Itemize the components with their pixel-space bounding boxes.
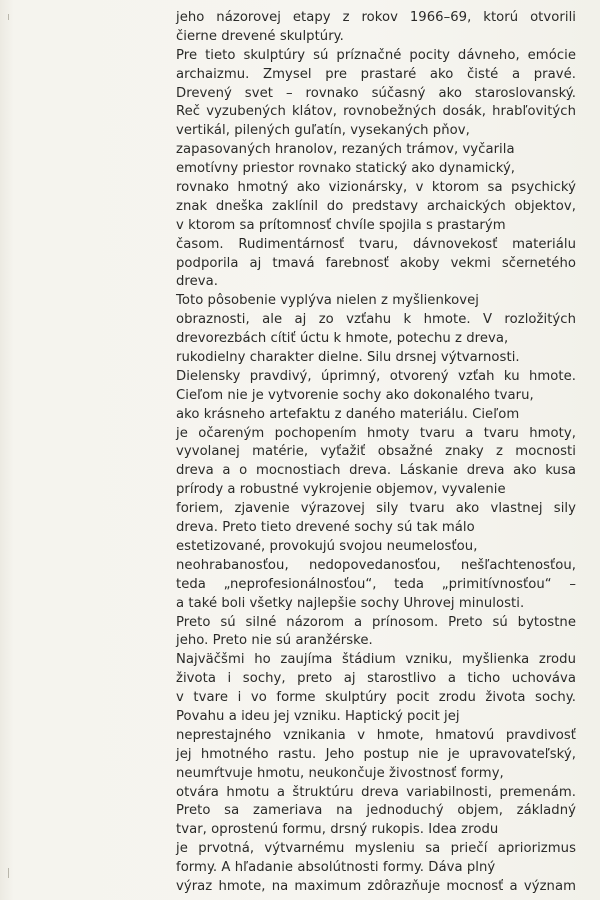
text-line: archaizmu. Zmysel pre prastaré ako čisté a pravé.: [176, 66, 576, 82]
text-line: života i sochy, preto aj starostlivo a ticho uchováva: [176, 671, 576, 687]
text-line: neumŕtvuje hmotu, neukončuje živostnosť formy,: [176, 765, 504, 781]
text-line: emotívny priestor rovnako statický ako dynamický,: [176, 161, 516, 177]
text-line: jeho názorovej etapy z rokov 1966–69, ktorú otvorili: [176, 10, 576, 25]
text-line: Najväčšmi ho zaujíma štádium vzniku, myšlienka zrodu: [176, 652, 576, 668]
text-line: jej hmotného rastu. Jeho postup nie je upravovateľský,: [176, 746, 576, 762]
text-line: rukodielny charakter dielne. Silu drsnej výtvarnosti.: [176, 350, 520, 366]
text-line: Povahu a ideu jej vzniku. Haptický pocit jej: [176, 708, 460, 724]
text-line: jeho. Preto nie sú aranžérske.: [176, 633, 373, 649]
text-line: zapasovaných hranolov, rezaných trámov, vyčarila: [176, 142, 515, 158]
text-line: Drevený svet – rovnako súčasný ako staroslovanský.: [176, 85, 576, 101]
body-text: [176, 9, 576, 897]
text-line: Pre tieto skulptúry sú príznačné pocity dávneho, emócie: [176, 47, 576, 63]
text-line: teda „neprofesionálnosťou“, teda „primitívnosťou“ –: [176, 576, 576, 592]
text-line: formy. A hľadanie absolútnosti formy. Dáva plný: [176, 860, 496, 876]
text-line: je prvotná, výtvarnému mysleniu sa priečí apriorizmus: [176, 841, 576, 857]
text-line: výraz hmote, na maximum zdôrazňuje mocnosť a význam: [176, 878, 576, 894]
text-line: neprestajného vznikania v hmote, hmatovú pravdivosť: [176, 727, 576, 743]
text-line: v tvare i vo forme skulptúry pocit zrodu života sochy.: [176, 690, 576, 706]
page-edge-mark-bottom: [8, 868, 9, 878]
text-line: Preto sa zameriava na jednoduchý objem, základný: [176, 803, 576, 819]
text-line: neohrabanosťou, nedopovedanosťou, nešľachtenosťou,: [176, 557, 576, 573]
text-line: znak dneška zaklínil do predstavy archaických objektov,: [176, 198, 576, 214]
text-line: Cieľom nie je vytvorenie sochy ako dokonalého tvaru,: [176, 387, 534, 403]
text-line: čierne drevené skulptúry.: [176, 28, 344, 44]
text-line: Toto pôsobenie vyplýva nielen z myšlienkovej: [176, 293, 479, 309]
text-line: a také boli všetky najlepšie sochy Uhrovej minulosti.: [176, 595, 525, 611]
text-line: časom. Rudimentárnosť tvaru, dávnovekosť materiálu: [176, 236, 576, 252]
text-line: Preto sú silné názorom a prínosom. Preto sú bytostne: [176, 614, 576, 630]
text-line: otvára hmotu a štruktúru dreva variabilnosti, premenám.: [176, 784, 576, 800]
text-line: tvar, oprostenú formu, drsný rukopis. Idea zrodu: [176, 822, 499, 838]
text-line: rovnako hmotný ako vizionársky, v ktorom sa psychický: [176, 180, 576, 196]
text-line: v ktorom sa prítomnosť chvíle spojila s prastarým: [176, 217, 506, 233]
text-line: ako krásneho artefaktu z daného materiálu. Cieľom: [176, 406, 520, 422]
text-line: foriem, zjavenie výrazovej sily tvaru ako vlastnej sily: [176, 501, 576, 517]
text-line: vertikál, pilených guľatín, vysekaných pňov,: [176, 123, 470, 139]
text-line: Reč vyzubených klátov, rovnobežných dosák, hrabľovitých: [176, 104, 576, 120]
text-line: vyvolanej matérie, vyťažiť obsažné znaky z mocnosti: [176, 444, 576, 460]
text-line: Dielensky pravdivý, úprimný, otvorený vzťah ku hmote.: [176, 368, 576, 384]
text-line: dreva.: [176, 274, 218, 290]
page-edge-mark-top: [8, 14, 9, 20]
text-line: podporila aj tmavá farebnosť akoby vekmi sčernetého: [176, 255, 576, 271]
text-line: drevorezbách cítiť úctu k hmote, potechu z dreva,: [176, 331, 509, 347]
text-line: dreva a o mocnostiach dreva. Láskanie dreva ako kusa: [176, 463, 576, 479]
text-line: je očareným pochopením hmoty tvaru a tvaru hmoty,: [176, 425, 576, 441]
text-line: prírody a robustné vykrojenie objemov, vyvalenie: [176, 482, 506, 498]
text-line: obraznosti, ale aj zo vzťahu k hmote. V rozložitých: [176, 312, 576, 328]
text-line: estetizované, provokujú svojou neumelosťou,: [176, 538, 478, 554]
text-line: dreva. Preto tieto drevené sochy sú tak málo: [176, 520, 475, 536]
